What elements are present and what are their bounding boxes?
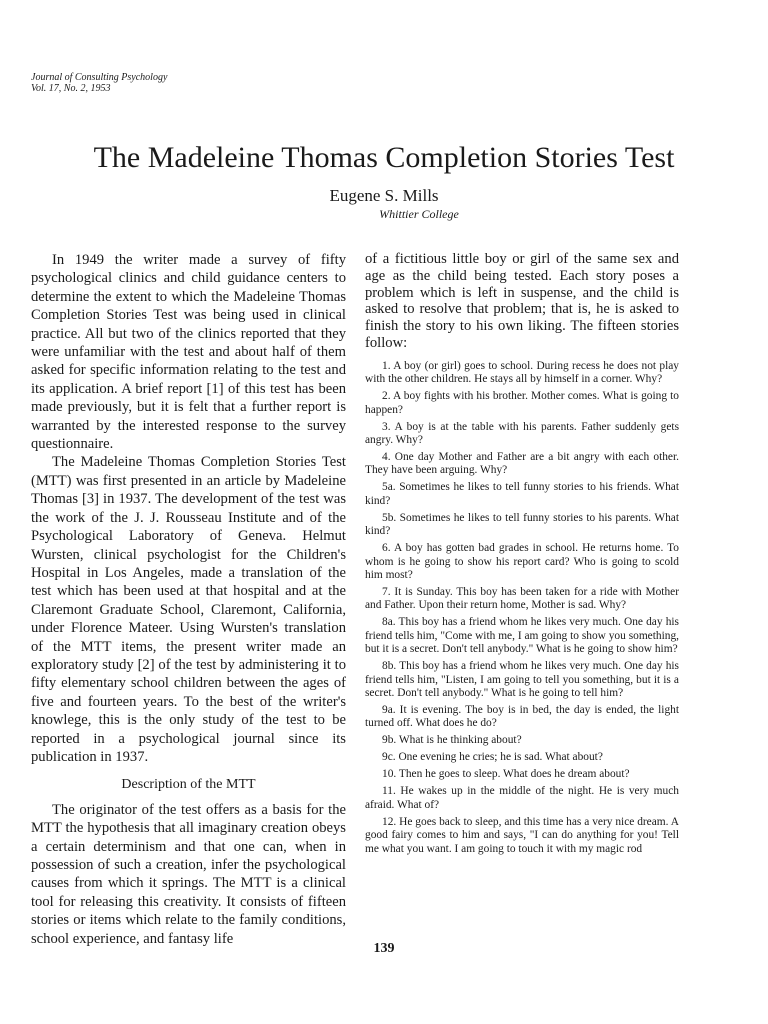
article-title: The Madeleine Thomas Completion Stories Test [93, 141, 675, 174]
paragraph-stories-intro: of a fictitious little boy or girl of the same sex and age as the child being tested. Each story poses a problem which is left in suspense, and the child is asked to resolve that problem; that is, he is asked to finish the story to his own liking. The fifteen stories follow: [365, 251, 679, 351]
story-item: 12. He goes back to sleep, and this time has a very nice dream. A good fairy comes to him and says, "I can do anything for you! Tell me what you want. I am going to touch it with my magic rod [365, 815, 679, 855]
story-item: 2. A boy fights with his brother. Mother comes. What is going to happen? [365, 390, 679, 416]
paragraph-survey: In 1949 the writer made a survey of fifty psychological clinics and child guidance centers to determine the extent to which the Madeleine Thomas Completion Stories Test was being used in clinical practice. All but two of the clinics reported that they were unfamiliar with the test and about half of them asked for specific information relating to the test and its application. A brief report [1] of this test has been made previously, but it is felt that a further report is warranted by the interested response to the survey questionnaire. [31, 252, 346, 453]
left-column [31, 251, 346, 948]
journal-name: Journal of Consulting Psychology [31, 72, 168, 83]
story-item: 9b. What is he thinking about? [382, 734, 522, 747]
journal-citation [31, 72, 167, 94]
story-item: 7. It is Sunday. This boy has been taken for a ride with Mother and Father. Upon their return home, Mother is sad. Why? [365, 586, 679, 612]
story-item: 6. A boy has gotten bad grades in school. He returns home. To whom is he going to show his report card? Who is going to scold him most? [365, 542, 679, 582]
page-number: 139 [373, 941, 395, 956]
story-item: 9c. One evening he cries; he is sad. What about? [382, 751, 603, 764]
story-list [365, 360, 679, 856]
author-affiliation: Whittier College [379, 207, 459, 221]
story-item: 4. One day Mother and Father are a bit angry with each other. They have been arguing. Why? [365, 451, 679, 477]
story-item: 8b. This boy has a friend whom he likes very much. One day his friend tells him, "Listen, I am going to tell you something, but it is a secret. Don't tell anybody." What is he going to tell him? [365, 660, 679, 700]
story-item: 5a. Sometimes he likes to tell funny stories to his friends. What kind? [365, 481, 679, 507]
paragraph-description: The originator of the test offers as a basis for the MTT the hypothesis that all imaginary creation obeys a certain determinism and that one can, when in possession of such a creation, infer the psychological causes from which it springs. The MTT is a clinical tool for releasing this creativity. It consists of fifteen stories or items which relate to the family conditions, school experience, and fantasy life [31, 801, 346, 947]
author-name: Eugene S. Mills [329, 186, 439, 205]
story-item: 5b. Sometimes he likes to tell funny stories to his parents. What kind? [365, 511, 679, 538]
section-heading: Description of the MTT [121, 777, 256, 793]
story-item: 9a. It is evening. The boy is in bed, the day is ended, the light turned off. What does he do? [365, 704, 679, 730]
story-item: 11. He wakes up in the middle of the night. He is very much afraid. What of? [365, 785, 679, 811]
story-item: 8a. This boy has a friend whom he likes very much. One day his friend tells him, "Come with me, I am going to show you something, but it is a secret. Don't tell anybody." What is he going to show him? [365, 616, 679, 656]
story-item: 10. Then he goes to sleep. What does he dream about? [382, 768, 630, 781]
story-item: 3. A boy is at the table with his parents. Father suddenly gets angry. Why? [365, 420, 679, 446]
journal-volume: Vol. 17, No. 2, 1953 [31, 83, 111, 94]
paragraph-history: The Madeleine Thomas Completion Stories Test (MTT) was first presented in an article by Madeleine Thomas [3] in 1937. The development of the test was the work of the J. J. Rousseau Institute and of the Psychological Laboratory of Geneva. Helmut Wursten, clinical psychologist for the Children's Hospital in Los Angeles, made a translation of the test which has been used at that hospital and at the Claremont Graduate School, Claremont, California, under Florence Mateer. Using Wursten's translation of the MTT items, the present writer made an exploratory study [2] of the test by administering it to fifty elementary school children between the ages of five and fourteen years. To the best of the writer's knowlege, this is the only study of the test to be reported in a psychological journal since its publication in 1937. [31, 454, 346, 765]
right-column [365, 251, 679, 860]
story-item: 1. A boy (or girl) goes to school. During recess he does not play with the other children. He stays all by himself in a corner. Why? [365, 359, 679, 386]
